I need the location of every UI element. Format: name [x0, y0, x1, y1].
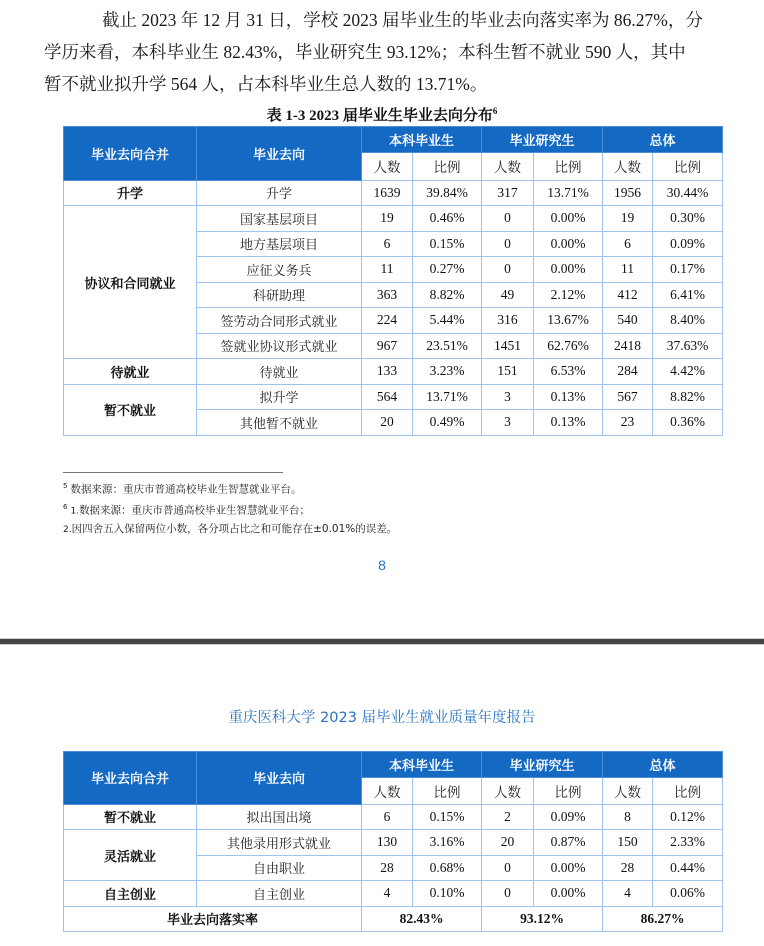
grad-count: 2 [482, 804, 534, 830]
footnote-ref: 6 [492, 106, 498, 116]
group-cell: 暂不就业 [64, 384, 197, 435]
total-ratio: 37.63% [653, 333, 723, 359]
table-caption-text: 表 1-3 2023 届毕业生毕业去向分布 [266, 108, 493, 124]
item-cell: 国家基层项目 [197, 206, 362, 232]
destination-table-continued [63, 751, 723, 932]
item-cell: 自由职业 [197, 855, 362, 881]
total-count: 540 [603, 308, 653, 334]
header-grad: 毕业研究生 [482, 127, 603, 153]
undergrad-ratio: 3.23% [413, 359, 482, 385]
header-undergrad: 本科毕业生 [362, 752, 482, 778]
undergrad-ratio: 23.51% [413, 333, 482, 359]
grad-ratio: 62.76% [534, 333, 603, 359]
undergrad-count: 224 [362, 308, 413, 334]
grad-ratio: 0.09% [534, 804, 603, 830]
grad-ratio: 0.87% [534, 830, 603, 856]
footnote-5: $^5$ 数据来源：重庆市普通高校毕业生智慧就业平台。 [63, 482, 302, 496]
undergrad-ratio: 5.44% [413, 308, 482, 334]
undergrad-count: 11 [362, 257, 413, 283]
undergrad-count: 363 [362, 282, 413, 308]
undergrad-ratio: 0.10% [413, 881, 482, 907]
undergrad-ratio: 8.82% [413, 282, 482, 308]
grad-ratio: 2.12% [534, 282, 603, 308]
undergrad-count: 6 [362, 231, 413, 257]
header-total: 总体 [603, 127, 723, 153]
subheader-ratio: 比例 [534, 777, 603, 804]
total-ratio: 0.12% [653, 804, 723, 830]
undergrad-count: 133 [362, 359, 413, 385]
table-caption [0, 104, 764, 125]
item-cell: 应征义务兵 [197, 257, 362, 283]
paragraph-line: 截止 2023 年 12 月 31 日，学校 2023 届毕业生的毕业去向落实率为 86.27%，分 [102, 10, 703, 30]
item-cell: 拟升学 [197, 384, 362, 410]
header-grad: 毕业研究生 [482, 752, 603, 778]
total-ratio: 0.06% [653, 881, 723, 907]
grad-count: 0 [482, 855, 534, 881]
subheader-count: 人数 [603, 777, 653, 804]
undergrad-count: 28 [362, 855, 413, 881]
grad-count: 0 [482, 257, 534, 283]
undergrad-count: 967 [362, 333, 413, 359]
subheader-ratio: 比例 [413, 152, 482, 180]
total-ratio: 8.40% [653, 308, 723, 334]
group-cell: 灵活就业 [64, 830, 197, 881]
total-undergrad: 82.43% [362, 906, 482, 932]
total-ratio: 6.41% [653, 282, 723, 308]
total-ratio: 2.33% [653, 830, 723, 856]
page-separator [0, 638, 764, 645]
undergrad-count: 19 [362, 206, 413, 232]
grad-ratio: 13.71% [534, 180, 603, 206]
total-count: 19 [603, 206, 653, 232]
undergrad-count: 20 [362, 410, 413, 436]
grad-ratio: 0.13% [534, 384, 603, 410]
total-count: 6 [603, 231, 653, 257]
grad-ratio: 6.53% [534, 359, 603, 385]
item-cell: 其他录用形式就业 [197, 830, 362, 856]
undergrad-count: 564 [362, 384, 413, 410]
undergrad-count: 130 [362, 830, 413, 856]
subheader-count: 人数 [362, 152, 413, 180]
grad-ratio: 0.00% [534, 855, 603, 881]
total-ratio: 0.44% [653, 855, 723, 881]
total-overall: 86.27% [603, 906, 723, 932]
subheader-ratio: 比例 [653, 777, 723, 804]
grad-ratio: 13.67% [534, 308, 603, 334]
total-grad: 93.12% [482, 906, 603, 932]
table-row [64, 180, 723, 206]
total-row [64, 906, 723, 932]
paragraph-line: 学历来看，本科毕业生 82.43%，毕业研究生 93.12%；本科生暂不就业 590 人，其中 [44, 42, 686, 62]
header-item: 毕业去向 [197, 752, 362, 805]
total-count: 1956 [603, 180, 653, 206]
grad-count: 316 [482, 308, 534, 334]
grad-count: 3 [482, 384, 534, 410]
grad-count: 49 [482, 282, 534, 308]
header-group: 毕业去向合并 [64, 127, 197, 181]
group-cell: 升学 [64, 180, 197, 206]
grad-count: 0 [482, 206, 534, 232]
item-cell: 其他暂不就业 [197, 410, 362, 436]
group-cell: 待就业 [64, 359, 197, 385]
grad-count: 20 [482, 830, 534, 856]
undergrad-ratio: 0.27% [413, 257, 482, 283]
total-count: 2418 [603, 333, 653, 359]
total-count: 8 [603, 804, 653, 830]
grad-count: 1451 [482, 333, 534, 359]
table-row [64, 384, 723, 410]
total-ratio: 4.42% [653, 359, 723, 385]
table-row [64, 359, 723, 385]
subheader-count: 人数 [603, 152, 653, 180]
total-count: 23 [603, 410, 653, 436]
item-cell: 待就业 [197, 359, 362, 385]
undergrad-ratio: 13.71% [413, 384, 482, 410]
undergrad-ratio: 0.68% [413, 855, 482, 881]
table-row [64, 881, 723, 907]
header-group: 毕业去向合并 [64, 752, 197, 805]
footnote-6-2: 2.因四舍五入保留两位小数，各分项占比之和可能存在±0.01%的误差。 [63, 523, 398, 535]
undergrad-ratio: 39.84% [413, 180, 482, 206]
subheader-count: 人数 [482, 777, 534, 804]
subheader-count: 人数 [362, 777, 413, 804]
grad-count: 0 [482, 881, 534, 907]
subheader-ratio: 比例 [534, 152, 603, 180]
table-row [64, 830, 723, 856]
undergrad-ratio: 0.49% [413, 410, 482, 436]
total-ratio: 0.36% [653, 410, 723, 436]
total-ratio: 0.17% [653, 257, 723, 283]
undergrad-ratio: 0.15% [413, 804, 482, 830]
grad-ratio: 0.00% [534, 231, 603, 257]
group-cell: 协议和合同就业 [64, 206, 197, 359]
item-cell: 自主创业 [197, 881, 362, 907]
header-undergrad: 本科毕业生 [362, 127, 482, 153]
grad-count: 0 [482, 231, 534, 257]
total-count: 4 [603, 881, 653, 907]
group-cell: 暂不就业 [64, 804, 197, 830]
grad-count: 3 [482, 410, 534, 436]
total-count: 284 [603, 359, 653, 385]
item-cell: 签劳动合同形式就业 [197, 308, 362, 334]
undergrad-count: 1639 [362, 180, 413, 206]
item-cell: 签就业协议形式就业 [197, 333, 362, 359]
paragraph-line: 暂不就业拟升学 564 人，占本科毕业生总人数的 13.71%。 [44, 74, 488, 94]
item-cell: 科研助理 [197, 282, 362, 308]
total-count: 11 [603, 257, 653, 283]
undergrad-ratio: 3.16% [413, 830, 482, 856]
header-item: 毕业去向 [197, 127, 362, 181]
grad-ratio: 0.00% [534, 881, 603, 907]
subheader-count: 人数 [482, 152, 534, 180]
page-number: 8 [378, 557, 386, 573]
total-count: 412 [603, 282, 653, 308]
subheader-ratio: 比例 [653, 152, 723, 180]
total-count: 28 [603, 855, 653, 881]
grad-count: 317 [482, 180, 534, 206]
total-ratio: 30.44% [653, 180, 723, 206]
grad-ratio: 0.13% [534, 410, 603, 436]
total-count: 567 [603, 384, 653, 410]
footnotes [63, 478, 397, 540]
grad-ratio: 0.00% [534, 206, 603, 232]
total-count: 150 [603, 830, 653, 856]
undergrad-ratio: 0.15% [413, 231, 482, 257]
item-cell: 升学 [197, 180, 362, 206]
table-row [64, 804, 723, 830]
undergrad-ratio: 0.46% [413, 206, 482, 232]
destination-table [63, 126, 723, 436]
total-ratio: 0.30% [653, 206, 723, 232]
total-label: 毕业去向落实率 [64, 906, 362, 932]
undergrad-count: 6 [362, 804, 413, 830]
item-cell: 拟出国出境 [197, 804, 362, 830]
total-ratio: 8.82% [653, 384, 723, 410]
header-total: 总体 [603, 752, 723, 778]
total-ratio: 0.09% [653, 231, 723, 257]
body-paragraph [44, 4, 734, 100]
subheader-ratio: 比例 [413, 777, 482, 804]
table-row [64, 206, 723, 232]
footnote-6: $^6$ 1.数据来源：重庆市普通高校毕业生智慧就业平台； [63, 503, 311, 517]
footnote-divider [63, 472, 283, 473]
group-cell: 自主创业 [64, 881, 197, 907]
item-cell: 地方基层项目 [197, 231, 362, 257]
running-header: 重庆医科大学 2023 届毕业生就业质量年度报告 [228, 710, 536, 726]
undergrad-count: 4 [362, 881, 413, 907]
grad-count: 151 [482, 359, 534, 385]
grad-ratio: 0.00% [534, 257, 603, 283]
